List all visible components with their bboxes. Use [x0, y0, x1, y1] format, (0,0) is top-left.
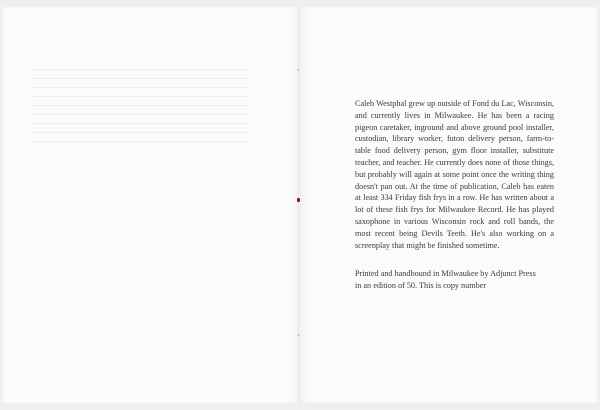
- binding-hole-top: [297, 69, 300, 71]
- book-gutter: [298, 7, 300, 403]
- colophon-line-1: Printed and handbound in Milwaukee by Adjunct Press: [355, 269, 536, 278]
- binding-hole-bottom: [297, 334, 300, 336]
- binding-thread-stitch: [297, 198, 300, 202]
- author-bio: Caleb Westphal grew up outside of Fond du Lac, Wisconsin, and currently lives in Milwaukee. He has been a racing pigeon caretaker, inground and above ground pool installer, custodian, library worker, futon delivery person, farm-to-table food delivery person, gym floor installer, substitute teacher, and teacher. He currently does none of those things, but probably will again at some point once the writing thing doesn't pan out. At the time of publication, Caleb has eaten at least 334 Friday fish frys in a row. He has written about a lot of these fish frys for Milwaukee Record. He has played saxophone in various Wisconsin rock and roll bands, the most recent being Devils Teeth. He's also working on a screenplay that might be finished sometime.: [355, 99, 554, 250]
- left-page: [3, 7, 299, 403]
- colophon: [355, 268, 565, 292]
- show-through-text: [31, 69, 251, 149]
- colophon-line-2: in an edition of 50. This is copy number: [355, 280, 487, 290]
